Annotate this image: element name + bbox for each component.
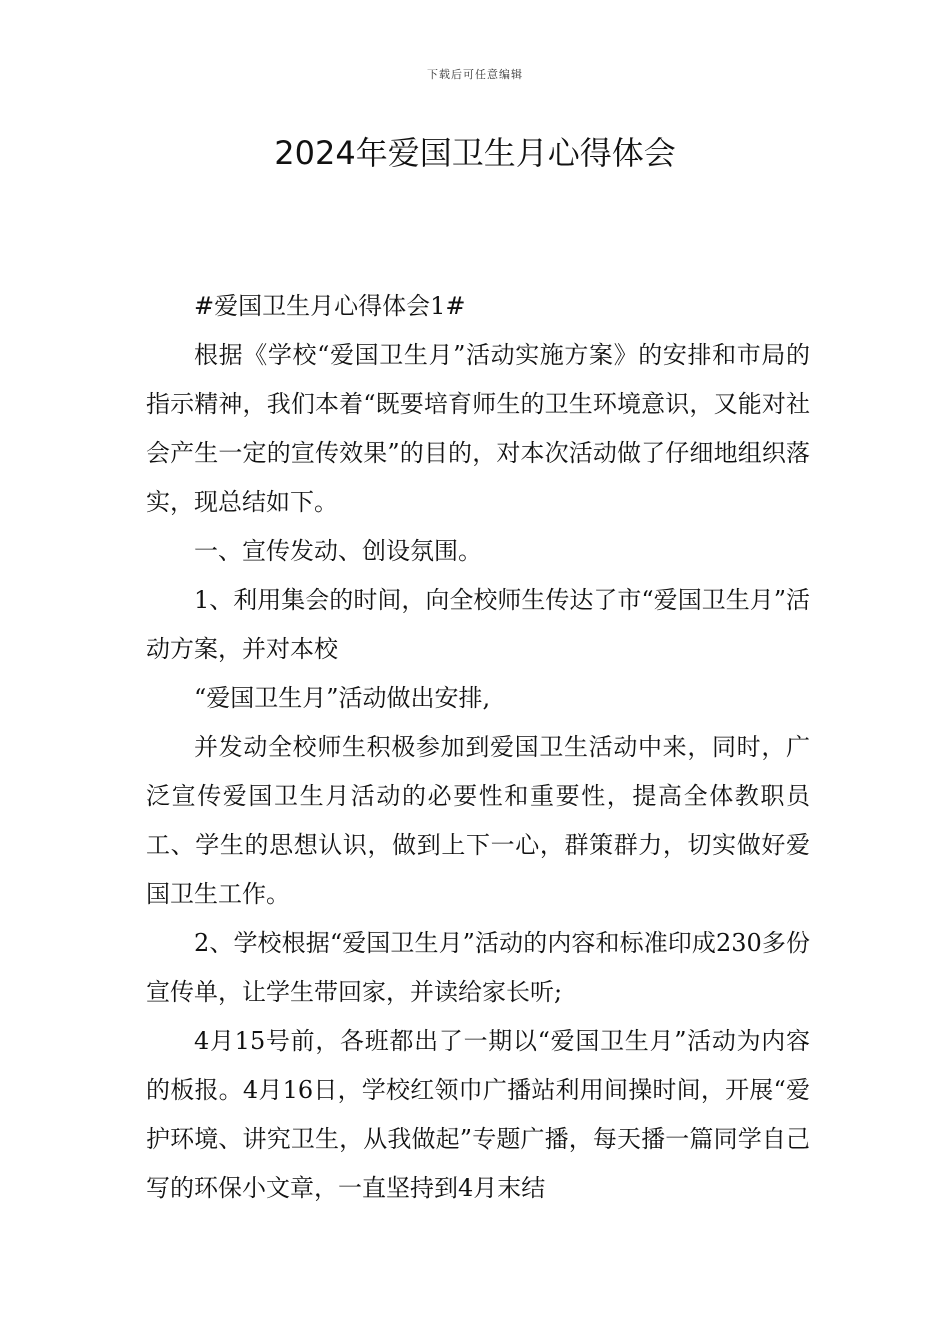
paragraph-item-1-cont: “爱国卫生月”活动做出安排, [194, 684, 491, 712]
paragraph-item-2: 2、学校根据“爱国卫生月”活动的内容和标准印成230多份宣传单，让学生带回家，并读给家长听; [146, 929, 810, 1006]
section-heading: #爱国卫生月心得体会1# [194, 292, 466, 320]
document-body [146, 282, 810, 1213]
header-note: 下载后可任意编辑 [427, 68, 523, 81]
document-title: 2024年爱国卫生月心得体会 [274, 134, 676, 172]
paragraph-intro: 根据《学校“爱国卫生月”活动实施方案》的安排和市局的指示精神，我们本着“既要培育师生的卫生环境意识，又能对社会产生一定的宣传效果”的目的，对本次活动做了仔细地组织落实，现总结如下。 [146, 341, 810, 516]
section-heading-publicity: 一、宣传发动、创设氛围。 [194, 537, 482, 565]
paragraph-board-broadcast: 4月15号前，各班都出了一期以“爱国卫生月”活动为内容的板报。4月16日，学校红领巾广播站利用间操时间，开展“爱护环境、讲究卫生，从我做起”专题广播，每天播一篇同学自己写的环保小文章，一直坚持到4月末结 [146, 1027, 810, 1202]
paragraph-item-1: 1、利用集会的时间，向全校师生传达了市“爱国卫生月”活动方案，并对本校 [146, 586, 810, 663]
paragraph-mobilize: 并发动全校师生积极参加到爱国卫生活动中来，同时，广泛宣传爱国卫生月活动的必要性和重要性，提高全体教职员工、学生的思想认识，做到上下一心，群策群力，切实做好爱国卫生工作。 [146, 733, 810, 908]
